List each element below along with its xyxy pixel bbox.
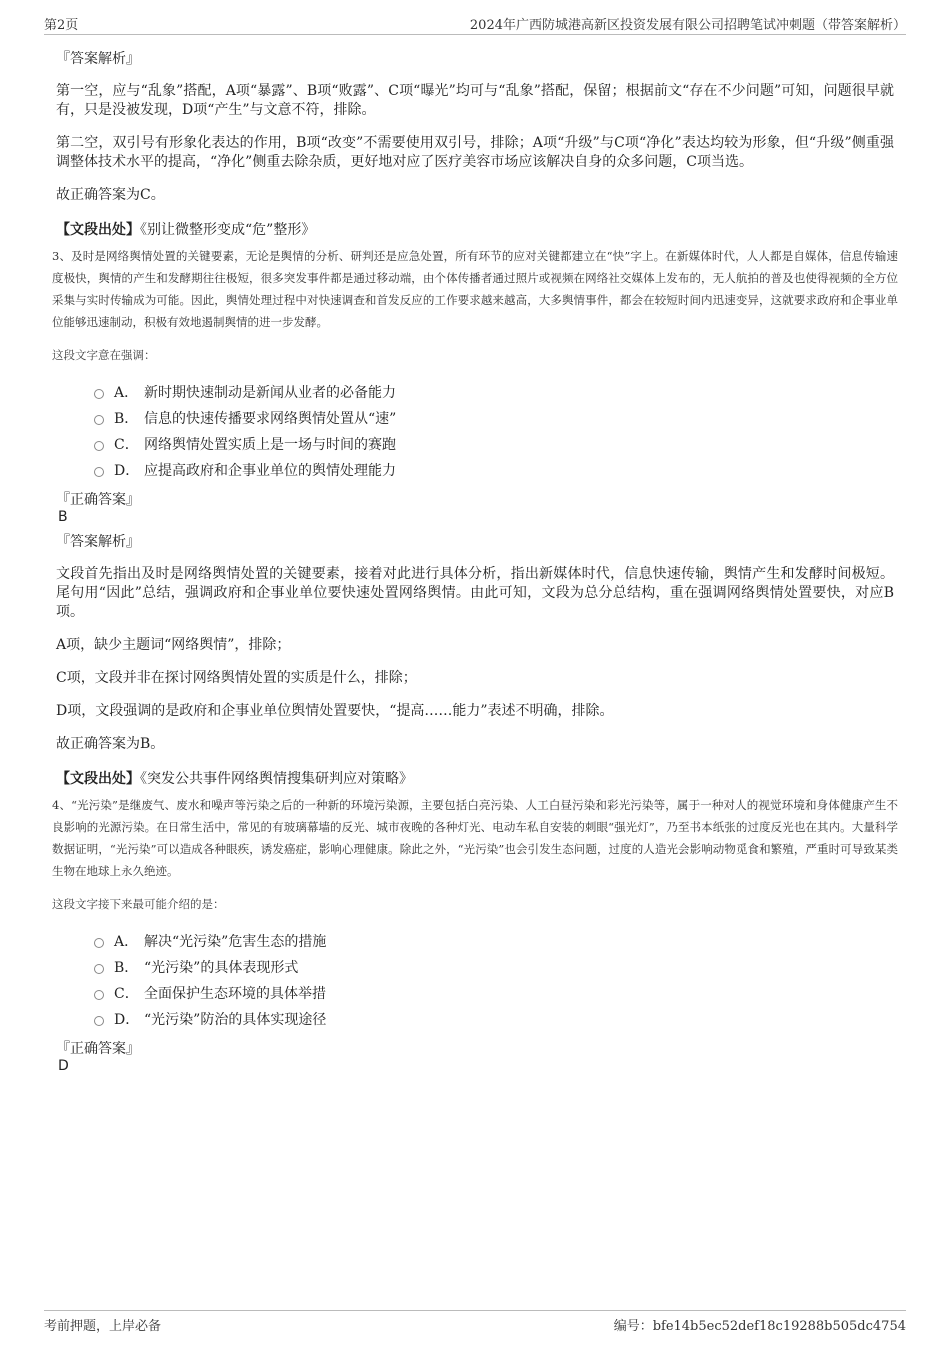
document-id: 编号：bfe14b5ec52def18c19288b505dc4754 — [613, 1319, 906, 1334]
radio-icon[interactable] — [94, 467, 104, 477]
analysis-conclusion: 故正确答案为B。 — [56, 736, 165, 752]
page-number: 第2页 — [44, 18, 79, 33]
option-text: 信息的快速传播要求网络舆情处置从“速” — [144, 411, 397, 427]
option-d[interactable] — [94, 457, 898, 483]
analysis-conclusion: 故正确答案为C。 — [56, 187, 165, 203]
option-c[interactable] — [94, 431, 898, 457]
analysis-paragraph: 第二空，双引号有形象化表达的作用，B项“改变”不需要使用双引号，排除；A项“升级”与C项“净化”表达均较为形象，但“升级”侧重强调整体技术水平的提高，“净化”侧重去除杂质，更好地对应了医疗美容市场应该解决自身的众多问题，C项当选。 — [56, 135, 894, 170]
option-text: 网络舆情处置实质上是一场与时间的赛跑 — [144, 437, 396, 453]
option-text: “光污染”防治的具体实现途径 — [144, 1012, 327, 1028]
correct-answer: D — [58, 1058, 69, 1074]
option-c[interactable] — [94, 980, 898, 1006]
radio-icon[interactable] — [94, 1016, 104, 1026]
option-text: 全面保护生态环境的具体举措 — [144, 986, 326, 1002]
option-a[interactable] — [94, 379, 898, 405]
analysis-paragraph: 第一空，应与“乱象”搭配，A项“暴露”、B项“败露”、C项“曝光”均可与“乱象”搭配，保留；根据前文“存在不少问题”可知，问题很早就有，只是没被发现，D项“产生”与文意不符，排除。 — [56, 83, 894, 118]
radio-icon[interactable] — [94, 441, 104, 451]
option-text: 解决“光污染”危害生态的措施 — [144, 934, 327, 950]
option-letter: C． — [114, 437, 139, 453]
option-letter: B． — [114, 960, 139, 976]
source-text: 《别让微整形变成“危”整形》 — [140, 222, 316, 238]
question-4-options — [94, 928, 898, 1032]
analysis-label: 『答案解析』 — [56, 534, 140, 550]
analysis-paragraph: D项，文段强调的是政府和企事业单位舆情处置要快，“提高……能力”表述不明确，排除。 — [56, 703, 614, 719]
analysis-paragraph: C项，文段并非在探讨网络舆情处置的实质是什么，排除； — [56, 670, 417, 686]
source-label: 【文段出处】 — [56, 771, 140, 787]
option-letter: B． — [114, 411, 139, 427]
option-letter: A． — [114, 934, 139, 950]
radio-icon[interactable] — [94, 964, 104, 974]
option-text: 应提高政府和企事业单位的舆情处理能力 — [144, 463, 396, 479]
option-letter: C． — [114, 986, 139, 1002]
question-3-options — [94, 379, 898, 483]
option-letter: D． — [114, 463, 140, 479]
option-letter: D． — [114, 1012, 140, 1028]
analysis-paragraph: A项，缺少主题词“网络舆情”，排除； — [56, 637, 291, 653]
option-letter: A． — [114, 385, 139, 401]
source-line — [56, 768, 894, 788]
option-d[interactable] — [94, 1006, 898, 1032]
document-title: 2024年广西防城港高新区投资发展有限公司招聘笔试冲刺题（带答案解析） — [469, 18, 906, 33]
radio-icon[interactable] — [94, 938, 104, 948]
radio-icon[interactable] — [94, 415, 104, 425]
option-text: “光污染”的具体表现形式 — [144, 960, 299, 976]
document-body — [52, 44, 898, 1080]
source-label: 【文段出处】 — [56, 222, 140, 238]
option-text: 新时期快速制动是新闻从业者的必备能力 — [144, 385, 396, 401]
radio-icon[interactable] — [94, 389, 104, 399]
analysis-paragraph: 文段首先指出及时是网络舆情处置的关键要素，接着对此进行具体分析，指出新媒体时代，信息快速传输，舆情产生和发酵时间极短。尾句用“因此”总结，强调政府和企事业单位要快速处置网络舆情。由此可知，文段为总分总结构，重在强调网络舆情处置要快，对应B项。 — [56, 566, 894, 620]
question-4-prompt: 这段文字接下来最可能介绍的是： — [52, 897, 225, 911]
question-3-text: 3、及时是网络舆情处置的关键要素，无论是舆情的分析、研判还是应急处置，所有环节的应对关键都建立在“快”字上。在新媒体时代，人人都是自媒体，信息传输速度极快，舆情的产生和发酵期往往极短，很多突发事件都是通过移动端，由个体传播者通过照片或视频在网络社交媒体上发布的，无人航拍的普及也使得视频的全方位采集与实时传输成为可能。因此，舆情处理过程中对快速调查和首发反应的工作要求越来越高，大多舆情事件，都会在较短时间内迅速变异，这就要求政府和企事业单位能够迅速制动，积极有效地遏制舆情的进一步发酵。 — [52, 249, 898, 329]
question-3-prompt: 这段文字意在强调： — [52, 348, 156, 362]
correct-answer-label: 『正确答案』 — [56, 492, 140, 508]
page-footer — [44, 1310, 906, 1333]
source-line — [56, 219, 894, 239]
source-text: 《突发公共事件网络舆情搜集研判应对策略》 — [140, 771, 413, 787]
option-a[interactable] — [94, 928, 898, 954]
page-header — [44, 14, 906, 35]
option-b[interactable] — [94, 954, 898, 980]
option-b[interactable] — [94, 405, 898, 431]
footer-slogan: 考前押题，上岸必备 — [44, 1319, 162, 1334]
correct-answer: B — [58, 509, 68, 525]
radio-icon[interactable] — [94, 990, 104, 1000]
question-4-text: 4、“光污染”是继废气、废水和噪声等污染之后的一种新的环境污染源，主要包括白亮污染、人工白昼污染和彩光污染等，属于一种对人的视觉环境和身体健康产生不良影响的光源污染。在日常生活中，常见的有玻璃幕墙的反光、城市夜晚的各种灯光、电动车私自安装的刺眼“强光灯”，乃至书本纸张的过度反光也在其内。大量科学数据证明，“光污染”可以造成各种眼疾，诱发癌症，影响心理健康。除此之外，“光污染”也会引发生态问题，过度的人造光会影响动物觅食和繁殖，严重时可导致某类生物在地球上永久绝迹。 — [52, 798, 898, 878]
analysis-label: 『答案解析』 — [56, 51, 140, 67]
correct-answer-label: 『正确答案』 — [56, 1041, 140, 1057]
